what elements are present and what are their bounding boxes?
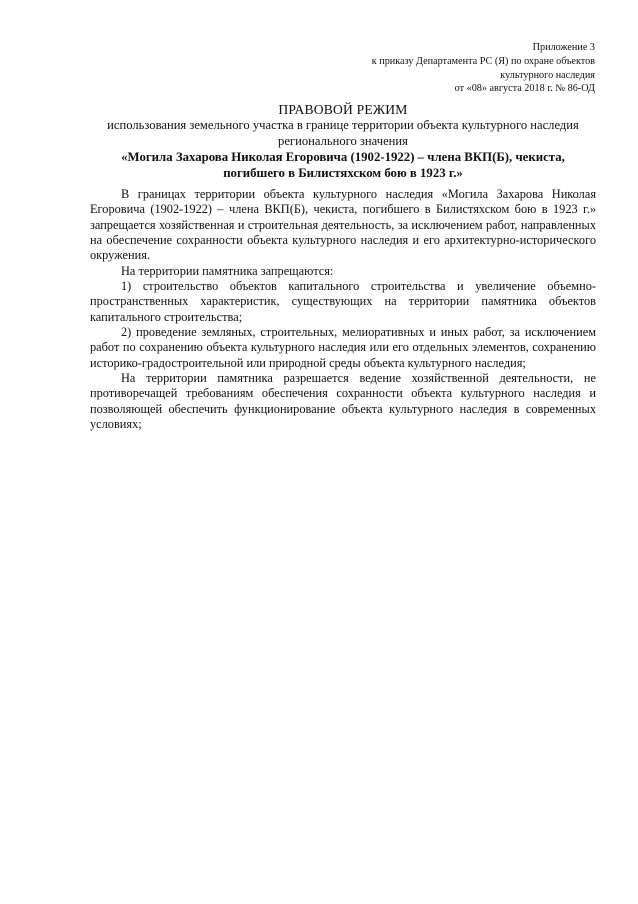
paragraph-prohibition-2: 2) проведение земляных, строительных, мелиоративных и иных работ, за исключением работ по сохранению объекта культурного наследия или его отдельных элементов, сохранению историко-градостроительной или природной среды объекта культурного наследия;	[90, 325, 596, 370]
document-title-block	[88, 102, 598, 181]
paragraph-permitted-activity: На территории памятника разрешается ведение хозяйственной деятельности, не противоречащей требованиям обеспечения сохранности объекта культурного наследия и позволяющей обеспечить функционирование объекта культурного наследия в современных условиях;	[90, 371, 596, 432]
monument-name-line2: погибшего в Билистяхском бою в 1923 г.»	[223, 166, 463, 180]
paragraph-prohibition-1: 1) строительство объектов капитального строительства и увеличение объемно-пространственных характеристик, существующих на территории памятника объектов капитального строительства;	[90, 279, 596, 324]
appendix-order-ref: к приказу Департамента РС (Я) по охране объектов	[371, 55, 595, 67]
document-subtitle-line1: использования земельного участка в границе территории объекта культурного наследия	[107, 118, 579, 132]
document-subtitle-line2: регионального значения	[278, 133, 408, 148]
document-title: ПРАВОВОЙ РЕЖИМ	[278, 102, 408, 117]
paragraph-boundary-restrictions: В границах территории объекта культурного наследия «Могила Захарова Николая Егоровича (1902-1922) – члена ВКП(Б), чекиста, погибшего в Билистяхском бою в 1923 г.» запрещается хозяйственная и строительная деятельность, за исключением работ, направленных на обеспечение сохранности объекта культурного наследия и его архитектурно-исторического окружения.	[90, 187, 596, 263]
appendix-order-ref-cont: культурного наследия	[500, 69, 595, 81]
appendix-order-date: от «08» августа 2018 г. № 86-ОД	[454, 83, 595, 95]
appendix-number: Приложение 3	[532, 42, 595, 53]
paragraph-prohibitions-intro: На территории памятника запрещаются:	[121, 263, 334, 278]
document-body	[90, 187, 596, 433]
monument-name-line1: «Могила Захарова Николая Егоровича (1902-1922) – члена ВКП(Б), чекиста,	[121, 150, 565, 164]
appendix-header	[335, 41, 595, 96]
